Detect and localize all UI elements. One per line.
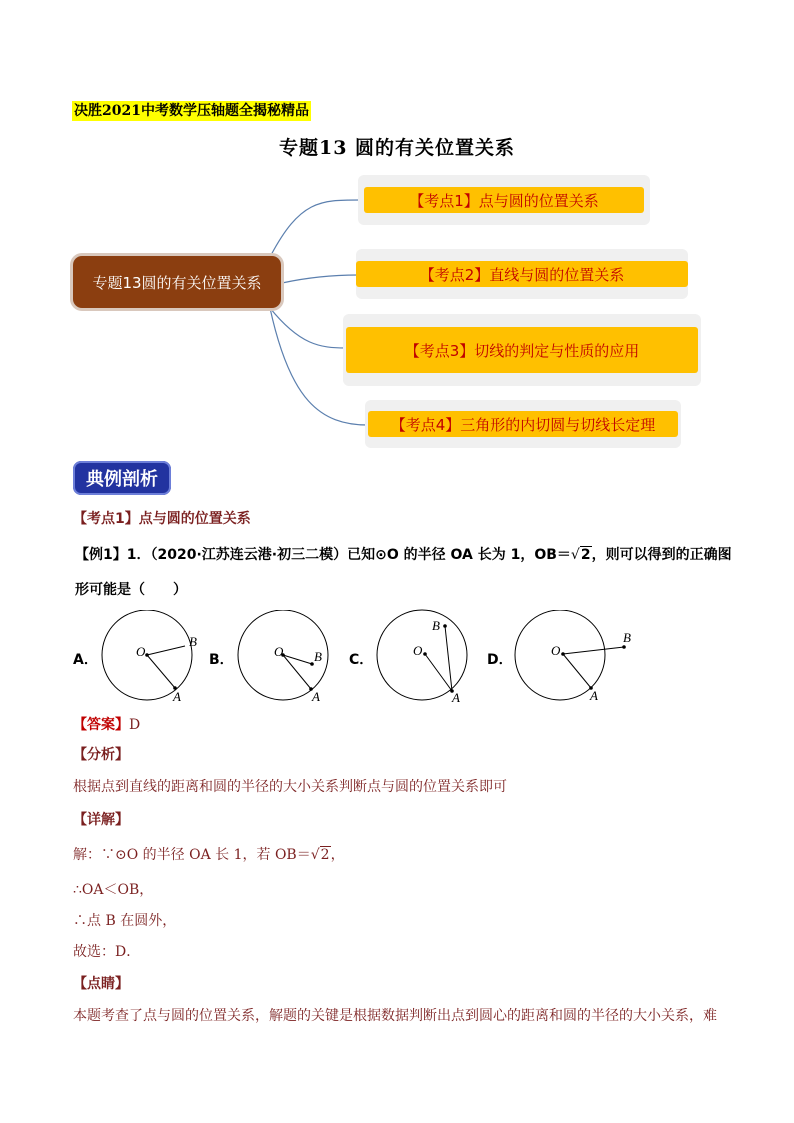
analysis-text: 根据点到直线的距离和圆的半径的大小关系判断点与圆的位置关系即可 [73, 779, 507, 795]
question-text-a: 1．（2020·江苏连云港·初三二模）已知⊙O 的半径 OA 长为 1，OB＝ [126, 547, 571, 563]
option-a-B: B [189, 634, 197, 649]
detail-line-1a: 解：∵⊙O 的半径 OA 长 1，若 OB＝ [73, 847, 311, 863]
detail-line-3: ∴点 B 在圆外， [73, 913, 177, 929]
header-tag: 决胜2021中考数学压轴题全揭秘精品 [74, 103, 309, 119]
option-d-A: A [590, 688, 598, 703]
mindmap-node-1 [358, 175, 650, 225]
mindmap-node-4 [365, 400, 681, 448]
option-b-O: O [274, 644, 284, 659]
mindmap-node-2 [356, 249, 688, 299]
option-a-figure [98, 610, 208, 705]
mindmap-connectors [0, 0, 794, 460]
option-c-figure [375, 608, 475, 705]
detail-line-1 [73, 845, 345, 865]
option-d-label: D． [487, 652, 513, 668]
answer-label: 【答案】 [73, 717, 129, 733]
mindmap-node-2-label: 【考点2】直线与圆的位置关系 [356, 261, 688, 287]
option-c-O: O [413, 643, 423, 658]
detail-sqrt-radicand: 2 [320, 847, 330, 863]
detail-label: 【详解】 [73, 812, 129, 828]
mindmap-node-1-label: 【考点1】点与圆的位置关系 [364, 187, 644, 213]
option-b-figure [235, 610, 335, 705]
option-a-A: A [173, 689, 181, 704]
option-c-label: C． [349, 652, 374, 668]
option-d-B: B [623, 630, 631, 645]
kaodian1-heading: 【考点1】点与圆的位置关系 [73, 511, 251, 527]
detail-sqrt-2: √2 [310, 847, 330, 863]
connector-2 [282, 275, 358, 283]
sqrt-2: √2 [570, 547, 591, 563]
question-line-1 [75, 544, 732, 564]
comment-label: 【点睛】 [73, 976, 129, 992]
option-b-label: B． [209, 652, 234, 668]
detail-line-4: 故选：D． [73, 944, 141, 960]
connector-1 [270, 200, 360, 257]
detail-line-2: ∴OA＜OB， [73, 882, 154, 898]
connector-3 [270, 308, 346, 348]
comment-text: 本题考查了点与圆的位置关系，解题的关键是根据数据判断出点到圆心的距离和圆的半径的大小关系，难 [73, 1008, 717, 1024]
sqrt-radicand: 2 [580, 547, 591, 563]
option-a-label: A． [73, 652, 98, 668]
detail-line-1b: ， [330, 847, 345, 863]
option-d-figure [512, 610, 642, 705]
answer-line [73, 715, 140, 735]
option-c-B: B [432, 618, 440, 633]
question-text-b: ，则可以得到的正确图 [591, 547, 732, 563]
option-a-O: O [136, 644, 146, 659]
answer-value: D [129, 717, 141, 733]
option-b-B: B [314, 649, 322, 664]
mindmap-node-3 [343, 314, 701, 386]
document-title: 专题13 圆的有关位置关系 [278, 137, 516, 159]
mindmap-node-4-label: 【考点4】三角形的内切圆与切线长定理 [368, 411, 678, 437]
analysis-label: 【分析】 [73, 747, 129, 763]
option-d-O: O [551, 643, 561, 658]
mindmap-node-3-label: 【考点3】切线的判定与性质的应用 [346, 327, 698, 373]
option-c-A: A [452, 690, 460, 705]
section-banner: 典例剖析 [73, 461, 171, 495]
mindmap-center-node: 专题13圆的有关位置关系 [73, 256, 281, 308]
option-b-A: A [312, 689, 320, 704]
question-label: 【例1】 [75, 547, 127, 563]
question-line-2: 形可能是（ ） [75, 582, 187, 598]
